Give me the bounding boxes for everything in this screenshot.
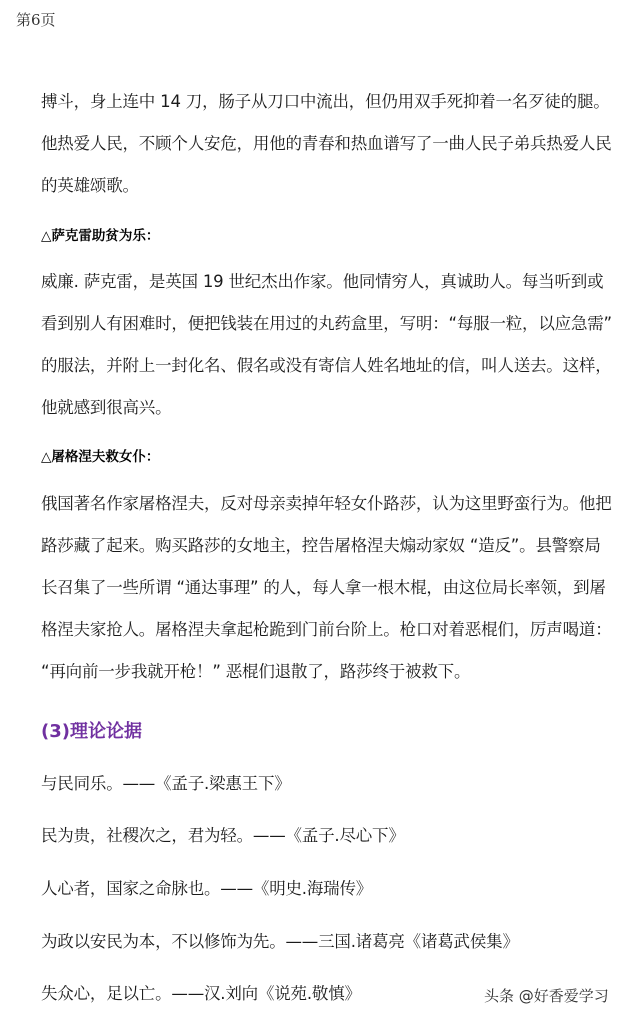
page-number-label: 第6页	[16, 11, 56, 29]
text-line: 他热爱人民，不顾个人安危，用他的青春和热血谱写了一曲人民子弟兵热爱人民	[41, 134, 612, 153]
text-line: 搏斗，身上连中 14 刀，肠子从刀口中流出，但仍用双手死抑着一名歹徒的腿。	[41, 92, 610, 111]
text-line: “再向前一步我就开枪！” 恶棍们退散了，路莎终于被救下。	[41, 662, 471, 681]
quote-line: 与民同乐。——《孟子.梁惠王下》	[41, 774, 291, 793]
example-heading: △萨克雷助贫为乐：	[41, 228, 160, 244]
text-line: 他就感到很高兴。	[41, 398, 172, 417]
watermark: 头条 @好香爱学习	[484, 987, 609, 1005]
text-line: 威廉. 萨克雷，是英国 19 世纪杰出作家。他同情穷人，真诚助人。每当听到或	[41, 272, 604, 291]
text-line: 路莎藏了起来。购买路莎的女地主，控告屠格涅夫煽动家奴 “造反”。县警察局	[41, 536, 601, 555]
quote-line: 失众心，足以亡。——汉.刘向《说苑.敬慎》	[41, 984, 361, 1003]
text-line: 格涅夫家抢人。屠格涅夫拿起枪跪到门前台阶上。枪口对着恶棍们，厉声喝道：	[41, 620, 612, 639]
section-heading: (3)理论论据	[41, 721, 142, 742]
example-heading: △屠格涅夫救女仆：	[41, 449, 160, 465]
text-line: 的服法，并附上一封化名、假名或没有寄信人姓名地址的信，叫人送去。这样，	[41, 356, 612, 375]
text-line: 俄国著名作家屠格涅夫，反对母亲卖掉年轻女仆路莎，认为这里野蛮行为。他把	[41, 494, 612, 513]
quote-line: 人心者，国家之命脉也。——《明史.海瑞传》	[41, 879, 373, 898]
text-line: 长召集了一些所谓 “通达事理” 的人，每人拿一根木棍，由这位局长率领，到屠	[41, 578, 606, 597]
quote-line: 为政以安民为本，不以修饰为先。——三国.诸葛亮《诸葛武侯集》	[41, 932, 519, 951]
text-line: 看到别人有困难时，便把钱装在用过的丸药盒里，写明：“每服一粒，以应急需”	[41, 314, 612, 333]
quote-line: 民为贵，社稷次之，君为轻。——《孟子.尽心下》	[41, 826, 405, 845]
text-line: 的英雄颂歌。	[41, 176, 139, 195]
